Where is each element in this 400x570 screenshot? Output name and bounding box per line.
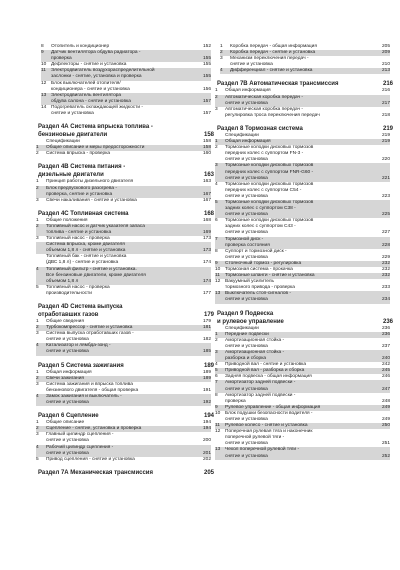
toc-entry-number: 5 (36, 456, 39, 462)
toc-entry-number: 11 (215, 423, 220, 429)
toc-entry-title: Задняя подвеска - общая информация (225, 374, 312, 380)
toc-entry-title: Выключатель стоп-сигналов - снятие и установка (225, 291, 291, 303)
toc-section (36, 303, 214, 356)
toc-entry-title: Подогреватель охлаждающей жидкости - снятие и установка (51, 104, 143, 117)
toc-entry-page: 194 (202, 426, 211, 432)
toc-entry-number: 1 (36, 217, 39, 223)
toc-entry-number: 3 (36, 236, 39, 242)
toc-entry-page: 181 (202, 325, 211, 331)
toc-section (215, 125, 393, 304)
toc-section (36, 163, 214, 203)
toc-entry-page: 217 (381, 100, 390, 106)
toc-entry-title: Дефлекторы - снятие и установка (51, 62, 127, 68)
toc-entry-page: 218 (381, 112, 390, 118)
toc-entry-page: 173 (202, 248, 211, 254)
toc-entry-page: 232 (381, 260, 390, 266)
toc-entry-number: 2 (215, 337, 218, 343)
toc-entry-page: 192 (202, 400, 211, 406)
toc-entry-number: 8 (215, 392, 218, 398)
toc-entry-title: Отопитель и кондиционер (51, 44, 110, 49)
toc-entry-title: Топливный насос и датчик указателя запаса топлива - снятие и установка (46, 223, 145, 235)
toc-entry-number: 1 (36, 420, 39, 426)
toc-entry-title: Привод сцепления - снятие и установка (46, 456, 135, 462)
toc-entry-page: 155 (202, 56, 211, 62)
toc-entry[interactable] (41, 50, 211, 62)
toc-entry[interactable] (36, 343, 211, 355)
toc-entry-page: 156 (202, 86, 211, 92)
toc-entry-page: 225 (381, 212, 390, 218)
toc-entry-page: 209 (381, 50, 390, 56)
toc-entry-number: 7 (215, 236, 218, 242)
toc-entry-title: Топливный фильтр - снятие и установка. Все бензиновые двигатели, кроме двигателя объемом 1,8 л (46, 266, 146, 284)
toc-entry-number: 2 (36, 151, 39, 157)
toc-entry-number: 3 (36, 432, 39, 438)
section-heading-text: Раздел 7В Автоматическая трансмиссия (217, 81, 339, 88)
toc-entry-number: 4 (215, 181, 218, 187)
toc-entry-title: Блок предпускового разогрева - проверка, снятие и установка (46, 185, 117, 197)
toc-entry-title: Поперечная рулевая тяга и наконечник поперечной рулевой тяги - снятие и установка (225, 429, 313, 447)
section-heading-page: 179 (203, 312, 214, 318)
section-heading-text: Раздел 9 Подвеска и рулевое управление (217, 310, 284, 325)
toc-entry-title: Механизм переключения передач - снятие и установка (230, 56, 309, 68)
toc-entry-number: 13 (215, 291, 221, 297)
toc-entry-number: 6 (215, 374, 218, 380)
toc-entry[interactable] (215, 163, 390, 181)
toc-entry[interactable] (215, 107, 390, 119)
toc-entry[interactable] (215, 182, 390, 200)
toc-entry[interactable] (36, 151, 211, 157)
toc-entry-page: 249 (381, 416, 390, 422)
toc-entry-number: 9 (215, 260, 218, 266)
toc-entry-page: 250 (381, 423, 390, 429)
toc-entry-title: Электродвигатель вентилятора обдува салона - снятие и установка (51, 92, 131, 104)
toc-entry[interactable] (215, 291, 390, 303)
toc-section (215, 310, 393, 460)
toc-entry-number: 2 (36, 223, 39, 229)
toc-entry-page: 234 (381, 297, 390, 303)
toc-section (36, 469, 214, 477)
toc-entry-page: 158 (202, 145, 211, 151)
toc-entry-number: 13 (215, 447, 221, 453)
toc-entry-title: Тормозные шланги - снятие и установка (225, 273, 315, 279)
section-heading-text: Раздел 4А Система впрыска топлива - бензиновые двигатели (38, 124, 153, 139)
toc-entry-page: 191 (202, 387, 211, 393)
toc-entry-number: 1 (220, 44, 223, 49)
section-heading-page: 216 (382, 81, 393, 88)
toc-entry-page: 158 (202, 139, 211, 145)
toc-entry-title: Спецификации (225, 132, 259, 138)
toc-entry-title: Замок зажигания и выключатель - снятие и установка (46, 393, 122, 406)
toc-entry-number: 10 (215, 267, 221, 272)
toc-entry-number: 3 (36, 381, 39, 387)
toc-entry-page: 219 (381, 132, 390, 138)
toc-entry-title: Тормозные колодки дисковых тормозов передних колес с суппортом FNR-G60 - снятие и установка (225, 163, 314, 181)
toc-entry-number: 1 (36, 319, 39, 324)
toc-entry[interactable] (215, 393, 390, 405)
toc-entry[interactable] (36, 242, 211, 254)
toc-entry-title: Тормозной диск - проверка состояния (225, 236, 270, 248)
section-heading-text: Раздел 4В Система питания - дизельные двигатели (38, 164, 126, 179)
toc-entry-title: Тормозная система - прокачка (225, 267, 293, 272)
left-column (36, 44, 214, 477)
section-heading[interactable] (36, 123, 214, 139)
toc-entry[interactable] (36, 445, 211, 457)
toc-entry-number: 11 (215, 273, 220, 279)
section-heading-text: Раздел 6 Сцепление (38, 413, 99, 420)
toc-entry-number: 3 (215, 106, 218, 112)
toc-entry-number: 11 (41, 68, 46, 74)
toc-entry[interactable] (215, 145, 390, 163)
toc-entry[interactable] (41, 93, 211, 105)
toc-entry-number: 14 (41, 104, 47, 110)
toc-entry-number: 3 (220, 56, 223, 62)
toc-entry-title: Рулевое колесо - снятие и установка (225, 423, 308, 429)
section-heading[interactable] (215, 310, 393, 326)
toc-entry-number: 3 (36, 197, 39, 203)
toc-entry-title: Свечи зажигания (46, 375, 84, 381)
toc-entry[interactable] (215, 350, 390, 362)
toc-entry-number: 2 (220, 50, 223, 56)
toc-entry-page: 232 (381, 267, 390, 272)
toc-entry-page: 223 (381, 193, 390, 199)
toc-entry[interactable] (215, 279, 390, 291)
section-heading-text: Раздел 4С Топливная система (38, 210, 129, 217)
toc-entry-number: 5 (36, 284, 39, 290)
toc-entry-number: 8 (215, 248, 218, 254)
toc-entry-title: Передние подвески (225, 331, 269, 337)
toc-entry-page: 185 (202, 349, 211, 355)
toc-entry-page: 169 (202, 229, 211, 235)
toc-entry-number: 9 (215, 404, 218, 410)
toc-entry[interactable] (36, 331, 211, 343)
section-heading-page: 158 (203, 132, 214, 139)
toc-entry[interactable] (36, 254, 211, 266)
toc-entry-number: 2 (215, 94, 218, 100)
right-column (215, 44, 393, 460)
toc-entry-title: Общие описание (46, 420, 85, 426)
toc-entry-number: 4 (215, 362, 218, 368)
toc-entry-page: 174 (202, 260, 211, 266)
section-heading[interactable] (36, 303, 214, 319)
section-heading[interactable] (36, 163, 214, 179)
section-heading-page: 205 (203, 469, 214, 476)
toc-section (215, 80, 393, 118)
toc-entry-page: 245 (381, 368, 390, 374)
toc-entry[interactable] (215, 380, 390, 392)
section-heading-text: Раздел 4D Система выпуска отработавших газов (38, 304, 123, 318)
toc-entry-page: 173 (202, 236, 211, 242)
toc-entry-page: 233 (381, 285, 390, 291)
toc-entry-page: 236 (381, 331, 390, 337)
toc-entry-page: 205 (381, 44, 390, 49)
toc-entry[interactable] (36, 394, 211, 406)
toc-entry-page: 182 (202, 337, 211, 343)
toc-entry-number: 4 (220, 68, 223, 74)
toc-entry-number: 1 (36, 369, 39, 375)
toc-entry-title: Датчик вентилятора обдува радиатора - проверка (51, 50, 141, 62)
toc-entry[interactable] (36, 382, 211, 394)
toc-entry-number: 4 (36, 266, 39, 272)
toc-entry-title: Свечи накаливания - снятие и установка (46, 197, 137, 203)
section-heading-page: 194 (203, 413, 214, 420)
toc-entry-title: Автоматическая коробка передач - снятие и установка (225, 94, 303, 106)
toc-entry-page: 189 (202, 369, 211, 375)
toc-entry-title: Главный цилиндр сцепления - снятие и установка (46, 432, 114, 444)
toc-entry-page: 157 (202, 111, 211, 117)
toc-entry-title: Автоматическая коробка передач - регулировка троса переключения передач (225, 106, 320, 118)
toc-section (36, 362, 214, 407)
toc-entry-number: 2 (36, 375, 39, 381)
toc-entry-number: 2 (215, 145, 218, 151)
toc-entry-page: 179 (202, 319, 211, 324)
toc-entry-number: 1 (215, 88, 218, 94)
toc-entry-title: Общие описание и меры предосторожности (46, 145, 145, 151)
toc-entry-number: 2 (36, 426, 39, 432)
toc-entry[interactable] (41, 68, 211, 80)
toc-entry[interactable] (220, 56, 390, 68)
toc-entry-title: Сцепление - снятие, установка и проверка (46, 426, 142, 432)
toc-entry-title: Блок выключателей отопителя/ кондиционера - снятие и установка (51, 80, 130, 92)
toc-entry-page: 240 (381, 356, 390, 362)
toc-entry-page: 227 (381, 230, 390, 236)
toc-entry-title: Топливный насос - проверка производительности (46, 284, 110, 296)
toc-entry-page: 213 (381, 68, 390, 74)
toc-entry-number: 9 (41, 50, 44, 56)
toc-entry[interactable] (36, 198, 211, 204)
toc-entry-page: 237 (381, 343, 390, 349)
toc-entry-page: 189 (202, 375, 211, 381)
toc-entry-number: 4 (36, 444, 39, 450)
toc-entry[interactable] (215, 429, 390, 447)
toc-entry-page: 157 (202, 98, 211, 104)
toc-entry[interactable] (215, 237, 390, 249)
toc-entry[interactable] (215, 411, 390, 423)
toc-entry-number: 12 (215, 429, 221, 435)
section-heading[interactable] (215, 125, 393, 133)
toc-entry-page: 201 (202, 450, 211, 456)
toc-entry-title: Топливный насос - проверка (46, 236, 110, 242)
toc-entry-title: Топливный бак - снятие и установка (ДВС 1,8 л) - снятие и установка (46, 254, 127, 266)
toc-section (36, 412, 214, 463)
toc-entry[interactable] (36, 267, 211, 285)
toc-entry-title: Спецификации (225, 325, 259, 331)
toc-entry[interactable] (36, 224, 211, 236)
toc-entry-title: Электродвигатель воздухораспределительной заслонки - снятие, установка и проверка (51, 68, 155, 80)
toc-entry-number: 2 (36, 325, 39, 331)
toc-entry-number: 1 (215, 331, 218, 337)
section-heading[interactable] (36, 412, 214, 420)
toc-entry-title: Коробка передач - снятие и установка (230, 50, 316, 56)
toc-entry-number: 10 (215, 410, 221, 416)
toc-section (36, 123, 214, 157)
section-heading-page: 219 (382, 125, 393, 132)
section-heading[interactable] (36, 469, 214, 477)
toc-entry-page: 232 (381, 273, 390, 279)
toc-entry-number: 4 (36, 393, 39, 399)
toc-entry-title: Рабочий цилиндр сцепления - снятие и установка (46, 444, 114, 456)
toc-entry-title: Общая информация (225, 88, 271, 94)
toc-entry-title: Общие сведения (46, 319, 84, 324)
toc-entry-title: Амортизатор задней подвески - снятие и установка (225, 380, 296, 392)
toc-entry-title: Спецификации (46, 139, 80, 145)
toc-entry-page: 221 (381, 175, 390, 181)
toc-entry-page: 216 (381, 88, 390, 94)
toc-entry-title: Общие положения (46, 217, 88, 223)
toc-entry-title: Турбокомпрессор - снятие и установка (46, 325, 133, 331)
toc-entry-title: Приводной вал - снятие и установка (225, 362, 307, 368)
toc-entry-page: 167 (202, 197, 211, 203)
section-heading-page: 236 (382, 318, 393, 325)
toc-entry-page: 194 (202, 420, 211, 426)
toc-entry-page: 247 (381, 386, 390, 392)
toc-entry-number: 1 (215, 139, 218, 145)
toc-entry[interactable] (41, 81, 211, 93)
toc-entry-title: Система выпуска отработавших газов - снятие и установка (46, 331, 134, 343)
toc-entry[interactable] (215, 338, 390, 350)
toc-entry-number: 5 (215, 199, 218, 205)
toc-entry-title: Суппорт и тормозной диск - снятие и установка (225, 248, 287, 260)
toc-entry-number: 1 (36, 179, 39, 185)
toc-entry-page: 167 (202, 191, 211, 197)
toc-entry-title: Катализатор и лямбда-зонд - снятие и установка (46, 343, 111, 355)
section-heading-page: 168 (203, 210, 214, 217)
toc-entry-title: Амортизационная стойка - разборка и сборка (225, 349, 285, 362)
toc-entry-number: 4 (36, 343, 39, 349)
toc-entry[interactable] (36, 285, 211, 297)
toc-entry-title: Дифференциал - снятие и установка (230, 68, 313, 74)
toc-entry-number: 10 (41, 62, 47, 68)
toc-entry[interactable] (215, 447, 390, 459)
toc-entry-page: 200 (202, 438, 211, 444)
toc-entry-number: 8 (41, 44, 44, 49)
section-heading-text: Раздел 8 Тормозная система (217, 125, 303, 132)
section-heading-text: Раздел 5 Система зажигания (38, 362, 124, 369)
toc-entry-page: 219 (381, 139, 390, 145)
toc-entry-title: Чехол поперечной рулевой тяги - снятие и установка (225, 447, 300, 459)
toc-entry-page: 249 (381, 404, 390, 410)
section-heading[interactable] (36, 362, 214, 370)
toc-entry-page: 160 (202, 151, 211, 157)
toc-entry-title: Приводной вал - разборка и сборка (225, 368, 305, 374)
toc-entry[interactable] (215, 249, 390, 261)
toc-entry-page: 246 (381, 374, 390, 380)
toc-entry-page: 229 (381, 254, 390, 260)
toc-entry-title: Общая информация (46, 369, 92, 375)
toc-entry-number: 5 (215, 368, 218, 374)
toc-entry-page: 251 (381, 441, 390, 447)
toc-entry-title: Амортизатор задней подвески - проверка (225, 392, 296, 404)
toc-entry-page: 163 (202, 179, 211, 185)
toc-entry-page: 152 (202, 44, 211, 49)
toc-entry-number: 12 (41, 80, 47, 86)
toc-entry-page: 210 (381, 62, 390, 68)
toc-entry-page: 242 (381, 362, 390, 368)
toc-entry-title: Тормозные колодки дисковых тормозов передних колес с суппортом C54 - снятие и установка (225, 181, 314, 199)
toc-entry-number: 3 (215, 163, 218, 169)
toc-entry-number: 3 (36, 331, 39, 337)
toc-entry-title: Коробка передач - общая информация (230, 44, 317, 49)
toc-section (36, 210, 214, 297)
toc-entry-number: 3 (215, 349, 218, 355)
toc-entry-title: Общая информация (225, 139, 271, 145)
toc-entry-page: 202 (202, 456, 211, 462)
toc-entry-title: Стояночный тормоз - регулировка (225, 260, 302, 266)
toc-entry-title: Рулевое управление - общая информация (225, 404, 321, 410)
toc-entry-number: 6 (215, 218, 218, 224)
section-heading-page: 163 (203, 172, 214, 179)
toc-entry-page: 177 (202, 290, 211, 296)
toc-entry[interactable] (220, 68, 390, 74)
toc-entry[interactable] (215, 95, 390, 107)
toc-entry[interactable] (36, 186, 211, 198)
toc-entry-title: Система впрыска - проверка (46, 151, 111, 157)
section-heading-text: Раздел 7А Механическая трансмиссия (38, 469, 153, 476)
toc-entry-number: 12 (215, 279, 221, 285)
toc-entry-page: 228 (381, 242, 390, 248)
toc-entry[interactable] (36, 432, 211, 444)
toc-entry-page: 236 (381, 325, 390, 331)
toc-entry-number: 13 (41, 92, 47, 98)
toc-entry-title: Тормозные колодки дисковых тормозов задних колес с суппортом C38 - снятие и установка (225, 199, 314, 218)
toc-entry-title: Вакуумный усилитель тормозного привода - проверка (225, 279, 295, 291)
section-heading-page: 189 (203, 362, 214, 369)
toc-entry[interactable] (36, 457, 211, 463)
toc-entry-title: Система впрыска, кроме двигателя объемом 1,8 л - снятие и установка (46, 242, 126, 254)
toc-entry[interactable] (41, 105, 211, 117)
toc-entry-page: 168 (202, 217, 211, 223)
toc-entry-page: 248 (381, 398, 390, 404)
toc-entry-title: Тормозные колодки дисковых тормозов передних колес с суппортом FN-3 - снятие и установка (225, 145, 314, 163)
toc-entry-page: 220 (381, 157, 390, 163)
toc-entry-number: 1 (36, 145, 39, 151)
toc-entry-title: Тормозные колодки дисковых тормозов задних колес с суппортом C43 - снятие и установка (225, 218, 314, 236)
section-heading[interactable] (36, 210, 214, 218)
toc-entry-page: 174 (202, 278, 211, 284)
toc-entry[interactable] (215, 218, 390, 236)
toc-entry-page: 155 (202, 74, 211, 80)
toc-entry-number: 7 (215, 380, 218, 386)
toc-entry[interactable] (215, 200, 390, 218)
toc-entry-number: 2 (36, 185, 39, 191)
toc-entry-page: 155 (202, 62, 211, 68)
toc-entry-title: Блок подушки безопасности водителя - снятие и установка (225, 410, 313, 422)
toc-entry-page: 252 (381, 453, 390, 459)
toc-entry-title: Система зажигания и впрыска топлива бензинового двигателя - общая проверка (46, 381, 139, 393)
toc-entry-title: Амортизационная стойка - снятие и установка (225, 337, 285, 349)
toc-entry-title: Принцип работы дизельного двигателя (46, 179, 134, 185)
